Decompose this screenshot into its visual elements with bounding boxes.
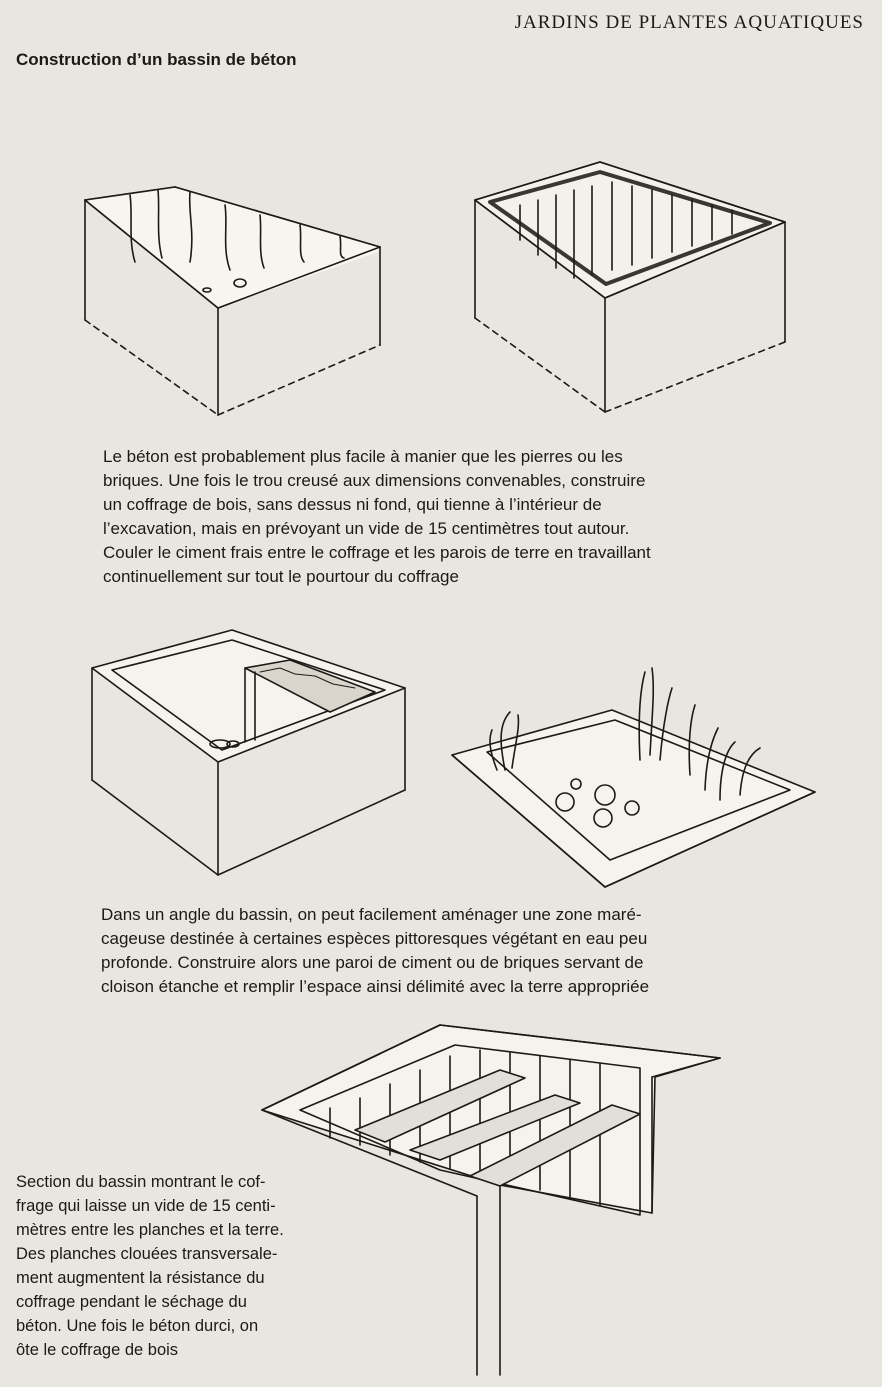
text-line: mètres entre les planches et la terre. xyxy=(16,1221,284,1239)
text-line: frage qui laisse un vide de 15 centi- xyxy=(16,1197,276,1215)
illustration-finished-pond xyxy=(452,668,815,887)
illustration-excavation xyxy=(85,187,380,415)
text-line: ment augmentent la résistance du xyxy=(16,1269,265,1287)
text-line: continuellement sur tout le pourtour du coffrage xyxy=(103,567,459,586)
text-line: béton. Une fois le béton durci, on xyxy=(16,1317,259,1335)
paragraph-section-caption xyxy=(16,1170,354,1362)
text-line: briques. Une fois le trou creusé aux dimensions convenables, construire xyxy=(103,471,646,490)
section-title: Construction d’un bassin de béton xyxy=(16,50,297,69)
text-line: cloison étanche et remplir l’espace ainsi délimité avec la terre appropriée xyxy=(101,977,650,996)
text-line: Section du bassin montrant le cof- xyxy=(16,1173,266,1191)
paragraph-concrete-intro xyxy=(103,445,773,589)
paragraph-marsh-zone xyxy=(101,903,772,999)
text-line: ôte le coffrage de bois xyxy=(16,1341,179,1359)
illustration-marsh-corner xyxy=(92,630,405,875)
text-line: Le béton est probablement plus facile à manier que les pierres ou les xyxy=(103,447,623,466)
text-line: Des planches clouées transversale- xyxy=(16,1245,278,1263)
text-line: coffrage pendant le séchage du xyxy=(16,1293,247,1311)
text-line: un coffrage de bois, sans dessus ni fond, qui tienne à l’intérieur de xyxy=(103,495,602,514)
text-line: cageuse destinée à certaines espèces pittoresques végétant en eau peu xyxy=(101,929,648,948)
text-line: l’excavation, mais en prévoyant un vide de 15 centimètres tout autour. xyxy=(103,519,630,538)
illustration-formwork xyxy=(475,162,785,412)
text-line: Dans un angle du bassin, on peut facilement aménager une zone maré- xyxy=(101,905,642,924)
running-header: JARDINS DE PLANTES AQUATIQUES xyxy=(514,12,864,33)
text-line: profonde. Construire alors une paroi de ciment ou de briques servant de xyxy=(101,953,644,972)
text-line: Couler le ciment frais entre le coffrage et les parois de terre en travaillant xyxy=(103,543,651,562)
